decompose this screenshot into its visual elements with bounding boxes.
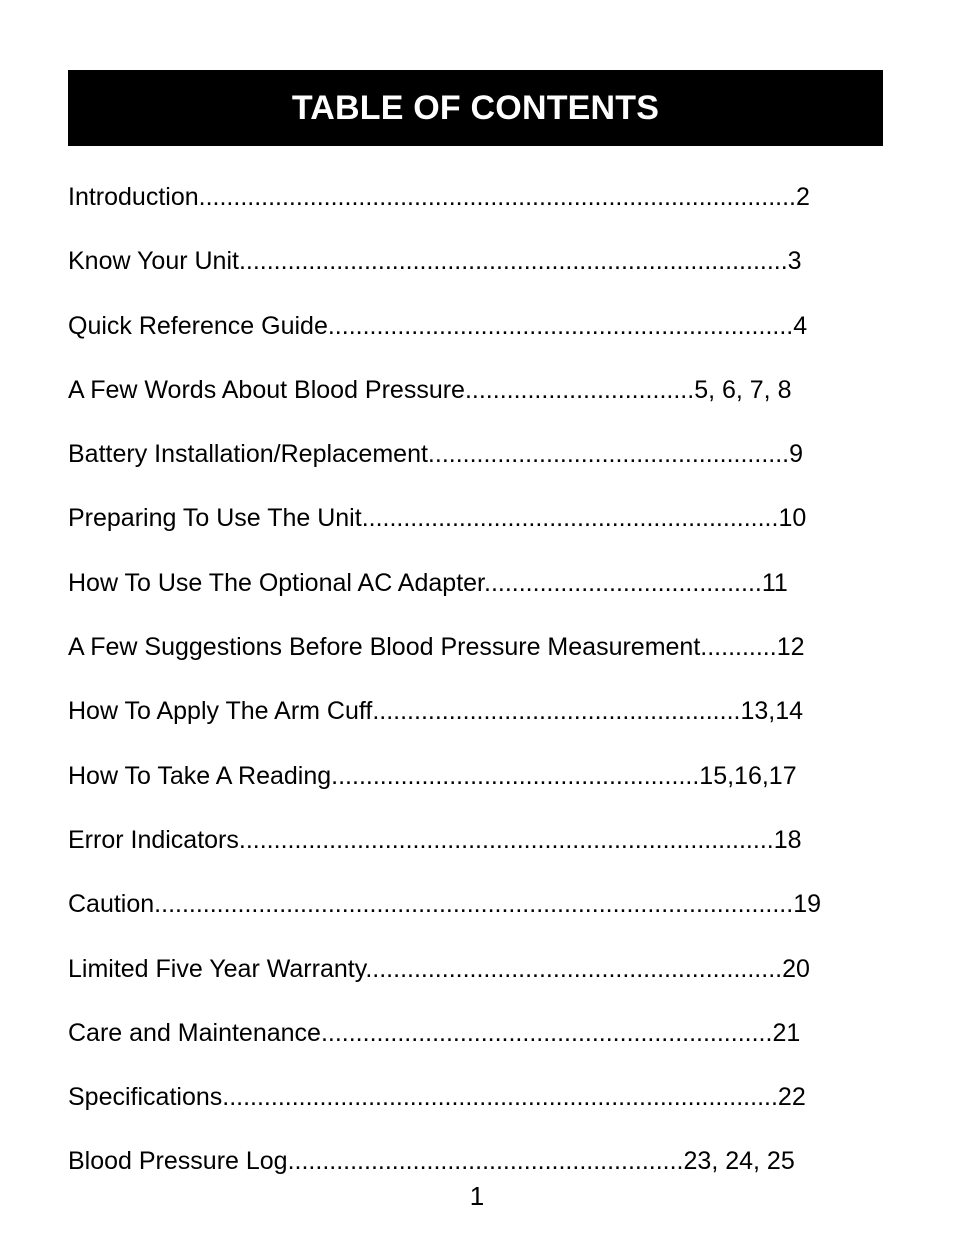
toc-leader-dots: ............................................................................. [238, 825, 774, 854]
toc-leader-dots: ........... [700, 633, 777, 662]
toc-entry-title: Caution [68, 890, 155, 919]
toc-page-number: 22 [777, 1083, 806, 1112]
toc-entry-preparing-to-use[interactable] [68, 497, 883, 561]
toc-entry-battery-installation[interactable] [68, 433, 883, 497]
toc-page-number: 5, 6, 7, 8 [694, 375, 792, 404]
toc-entry-caution[interactable] [68, 883, 883, 947]
toc-page-number: 13,14 [740, 697, 804, 726]
toc-entry-title: Quick Reference Guide [68, 311, 328, 340]
table-of-contents [68, 176, 883, 1205]
toc-page-number: 23, 24, 25 [683, 1147, 795, 1176]
toc-entry-title: How To Apply The Arm Cuff [68, 697, 373, 726]
toc-entry-know-your-unit[interactable] [68, 240, 883, 304]
toc-leader-dots: ..................................................... [331, 761, 700, 790]
toc-entry-title: Blood Pressure Log [68, 1147, 288, 1176]
toc-leader-dots: ................................. [464, 375, 695, 404]
toc-entry-title: Limited Five Year Warranty [68, 954, 366, 983]
toc-leader-dots: ................................................................. [320, 1018, 773, 1047]
toc-leader-dots: ............................................................................... [238, 247, 788, 276]
toc-entry-title: Introduction [68, 183, 199, 211]
toc-leader-dots: ......................................................... [287, 1147, 684, 1176]
toc-page-number: 15,16,17 [699, 761, 797, 790]
toc-entry-warranty[interactable] [68, 948, 883, 1012]
toc-leader-dots: .................................................... [427, 440, 790, 469]
toc-leader-dots: ................................................................................ [222, 1083, 778, 1112]
toc-page-number: 18 [773, 825, 802, 854]
toc-page-number: 9 [789, 440, 804, 469]
toc-page-number: 20 [782, 954, 810, 983]
toc-page-number: 19 [793, 890, 821, 919]
toc-entry-arm-cuff[interactable] [68, 690, 883, 754]
toc-leader-dots: ............................................................ [365, 954, 783, 983]
toc-entry-title: Battery Installation/Replacement [68, 440, 428, 469]
toc-entry-care-maintenance[interactable] [68, 1012, 883, 1076]
toc-entry-title: A Few Suggestions Before Blood Pressure Measurement [68, 633, 701, 662]
toc-entry-title: How To Take A Reading [68, 761, 332, 790]
toc-entry-title: Know Your Unit [68, 247, 239, 276]
toc-entry-title: How To Use The Optional AC Adapter [68, 568, 484, 597]
toc-leader-dots: ........................................ [484, 568, 762, 597]
toc-entry-quick-reference-guide[interactable] [68, 305, 883, 369]
toc-leader-dots: ..................................................... [372, 697, 741, 726]
toc-entry-introduction[interactable] [68, 176, 883, 240]
toc-leader-dots: ............................................................ [361, 504, 779, 533]
page-number: 1 [469, 1181, 485, 1211]
toc-entry-specifications[interactable] [68, 1076, 883, 1140]
toc-entry-blood-pressure-words[interactable] [68, 369, 883, 433]
toc-page-number: 11 [761, 568, 788, 597]
toc-leader-dots: ............................................................................................ [154, 890, 794, 919]
toc-entry-error-indicators[interactable] [68, 819, 883, 883]
toc-entry-title: Error Indicators [68, 825, 239, 854]
toc-header-bar [68, 70, 883, 146]
toc-entry-take-reading[interactable] [68, 755, 883, 819]
toc-page-number: 10 [778, 504, 807, 533]
toc-page-number: 3 [787, 247, 802, 276]
toc-entry-title: A Few Words About Blood Pressure [68, 375, 465, 404]
toc-entry-suggestions[interactable] [68, 626, 883, 690]
toc-entry-title: Care and Maintenance [68, 1018, 321, 1047]
toc-entry-title: Specifications [68, 1083, 223, 1112]
toc-page-number: 2 [795, 183, 810, 211]
toc-page-number: 4 [793, 311, 808, 340]
toc-page-number: 21 [772, 1018, 801, 1047]
toc-entry-title: Preparing To Use The Unit [68, 504, 362, 533]
toc-leader-dots: ...................................................................................... [198, 183, 796, 211]
toc-entry-ac-adapter[interactable] [68, 562, 883, 626]
page-title: TABLE OF CONTENTS [291, 89, 660, 127]
toc-leader-dots: ................................................................... [327, 311, 794, 340]
toc-page-number: 12 [776, 633, 805, 662]
